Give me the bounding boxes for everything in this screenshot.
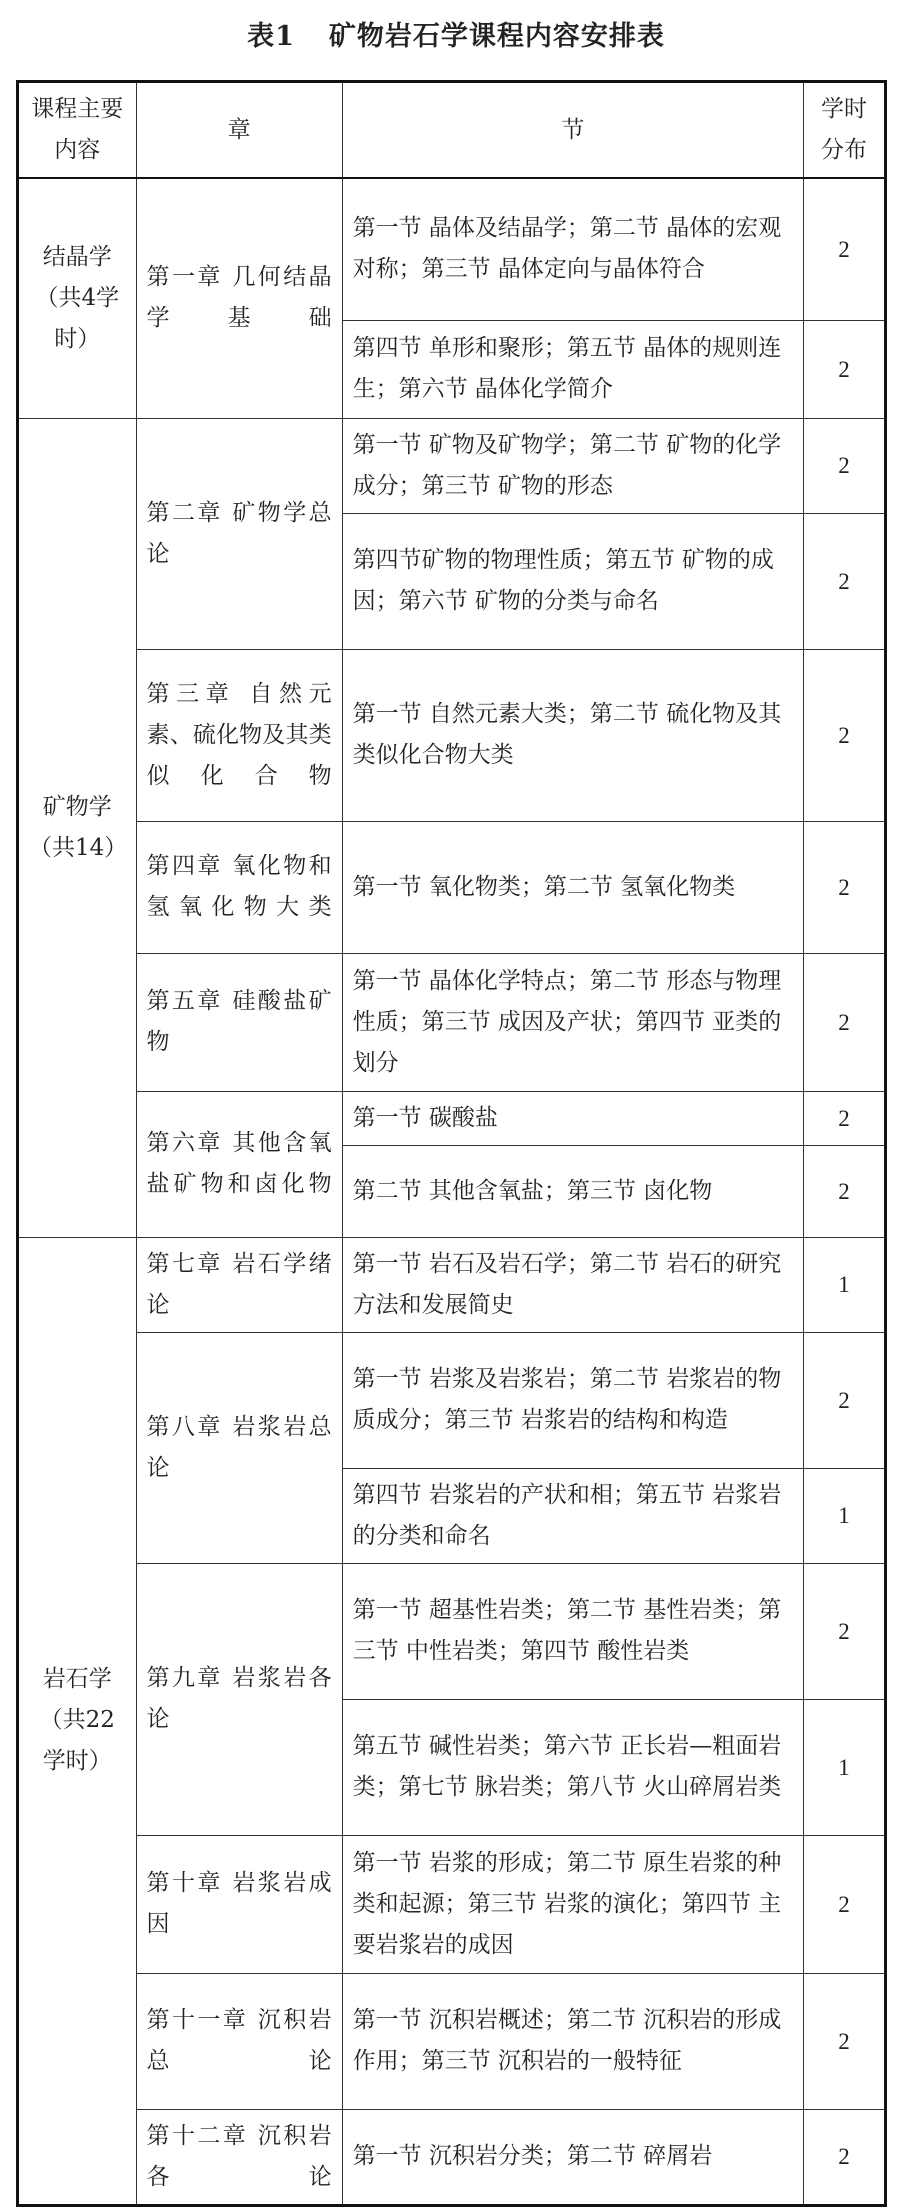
hours-cell: 2 [804, 1835, 886, 1973]
hours-cell: 2 [804, 1332, 886, 1468]
hours-cell: 2 [804, 2109, 886, 2205]
section-cell: 第一节 碳酸盐 [342, 1091, 804, 1145]
chapter-cell: 第八章 岩浆岩总论 [136, 1332, 342, 1563]
section-cell: 第一节 晶体及结晶学；第二节 晶体的宏观对称；第三节 晶体定向与晶体符合 [342, 178, 804, 320]
chapter-cell: 第六章 其他含氧盐矿物和卤化物 [136, 1091, 342, 1237]
hours-cell: 2 [804, 1145, 886, 1237]
table-caption [0, 14, 912, 53]
table-row [18, 1563, 886, 1699]
section-cell: 第一节 岩浆及岩浆岩；第二节 岩浆岩的物质成分；第三节 岩浆岩的结构和构造 [342, 1332, 804, 1468]
hours-cell: 2 [804, 1563, 886, 1699]
table-row [18, 649, 886, 821]
chapter-cell: 第七章 岩石学绪论 [136, 1237, 342, 1332]
section-cell: 第一节 岩石及岩石学；第二节 岩石的研究方法和发展简史 [342, 1237, 804, 1332]
table-row [18, 418, 886, 513]
hours-cell: 2 [804, 649, 886, 821]
header-row [18, 82, 886, 179]
main-content-cell: 结晶学（共4学时） [18, 178, 137, 418]
table-row [18, 1237, 886, 1332]
section-cell: 第一节 沉积岩分类；第二节 碎屑岩 [342, 2109, 804, 2205]
table-row [18, 2109, 886, 2205]
chapter-cell: 第三章 自然元素、硫化物及其类似化合物 [136, 649, 342, 821]
section-cell: 第一节 岩浆的形成；第二节 原生岩浆的种类和起源；第三节 岩浆的演化；第四节 主要岩浆岩的成因 [342, 1835, 804, 1973]
hours-cell: 1 [804, 1468, 886, 1563]
hours-cell: 2 [804, 821, 886, 953]
hours-cell: 2 [804, 953, 886, 1091]
section-cell: 第一节 沉积岩概述；第二节 沉积岩的形成作用；第三节 沉积岩的一般特征 [342, 1973, 804, 2109]
chapter-cell: 第四章 氧化物和氢氧化物大类 [136, 821, 342, 953]
chapter-cell: 第十一章 沉积岩总论 [136, 1973, 342, 2109]
table-row [18, 1091, 886, 1145]
course-schedule-table [16, 80, 887, 2207]
hours-cell: 2 [804, 1973, 886, 2109]
main-content-cell: 矿物学（共14） [18, 418, 137, 1237]
chapter-cell: 第二章 矿物学总论 [136, 418, 342, 649]
hours-cell: 2 [804, 418, 886, 513]
table-row [18, 821, 886, 953]
section-cell: 第一节 氧化物类；第二节 氢氧化物类 [342, 821, 804, 953]
table-row [18, 1332, 886, 1468]
chapter-cell: 第一章 几何结晶学基础 [136, 178, 342, 418]
hours-cell: 2 [804, 513, 886, 649]
table-row [18, 1973, 886, 2109]
section-cell: 第一节 超基性岩类；第二节 基性岩类；第三节 中性岩类；第四节 酸性岩类 [342, 1563, 804, 1699]
hours-cell: 1 [804, 1237, 886, 1332]
header-chapter: 章 [136, 82, 342, 179]
section-cell: 第四节 单形和聚形；第五节 晶体的规则连生；第六节 晶体化学简介 [342, 320, 804, 418]
chapter-cell: 第十二章 沉积岩各论 [136, 2109, 342, 2205]
table-row [18, 1835, 886, 1973]
table-title: 矿物岩石学课程内容安排表 [328, 21, 665, 52]
section-cell: 第二节 其他含氧盐；第三节 卤化物 [342, 1145, 804, 1237]
header-hours: 学时分布 [804, 82, 886, 179]
table-number: 表1 [247, 21, 295, 52]
hours-cell: 1 [804, 1699, 886, 1835]
header-section: 节 [342, 82, 804, 179]
main-content-cell: 岩石学（共22学时） [18, 1237, 137, 2205]
hours-cell: 2 [804, 1091, 886, 1145]
section-cell: 第五节 碱性岩类；第六节 正长岩—粗面岩类；第七节 脉岩类；第八节 火山碎屑岩类 [342, 1699, 804, 1835]
section-cell: 第一节 晶体化学特点；第二节 形态与物理性质；第三节 成因及产状；第四节 亚类的划分 [342, 953, 804, 1091]
section-cell: 第一节 矿物及矿物学；第二节 矿物的化学成分；第三节 矿物的形态 [342, 418, 804, 513]
table-row [18, 953, 886, 1091]
chapter-cell: 第五章 硅酸盐矿物 [136, 953, 342, 1091]
chapter-cell: 第十章 岩浆岩成因 [136, 1835, 342, 1973]
section-cell: 第一节 自然元素大类；第二节 硫化物及其类似化合物大类 [342, 649, 804, 821]
section-cell: 第四节 岩浆岩的产状和相；第五节 岩浆岩的分类和命名 [342, 1468, 804, 1563]
chapter-cell: 第九章 岩浆岩各论 [136, 1563, 342, 1835]
header-main-content: 课程主要内容 [18, 82, 137, 179]
hours-cell: 2 [804, 178, 886, 320]
section-cell: 第四节矿物的物理性质；第五节 矿物的成因；第六节 矿物的分类与命名 [342, 513, 804, 649]
hours-cell: 2 [804, 320, 886, 418]
table-row [18, 178, 886, 320]
